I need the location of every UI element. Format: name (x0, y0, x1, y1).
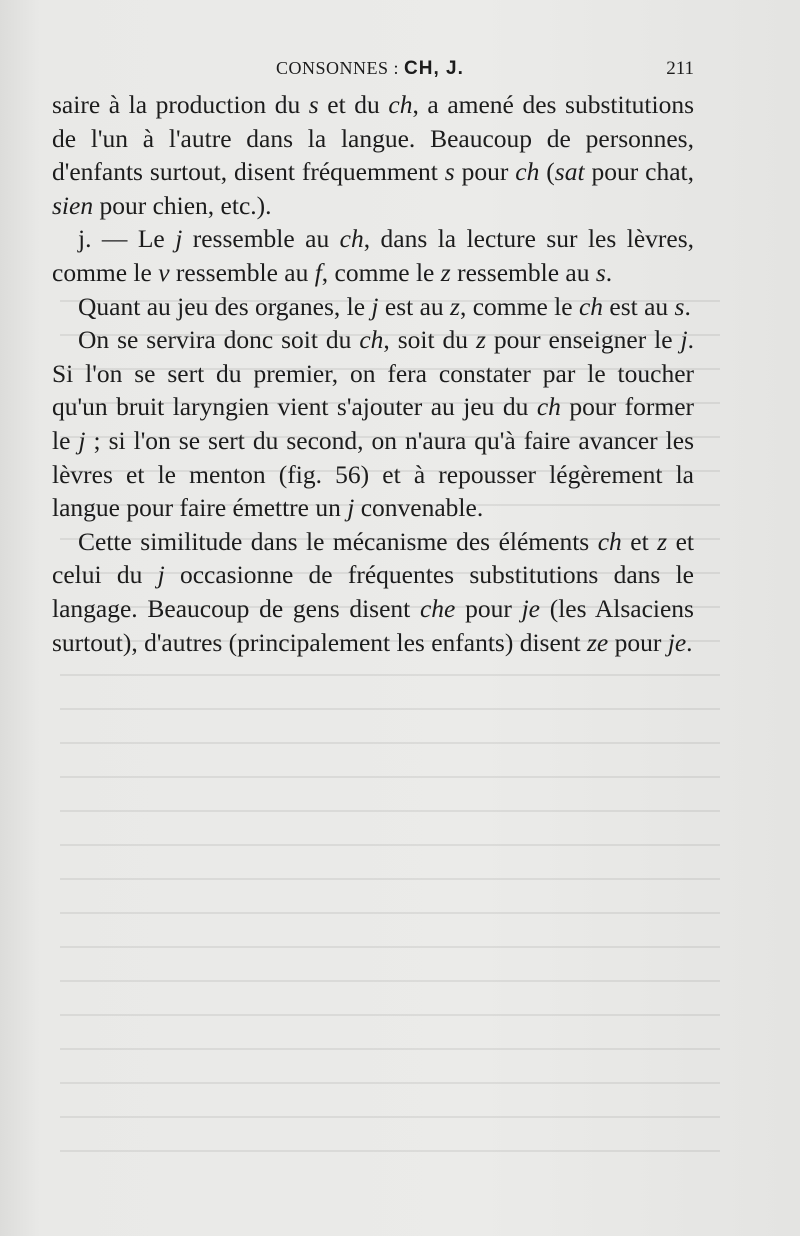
text-run: . (686, 627, 693, 657)
text-run: , soit du (383, 325, 476, 355)
text-run: ressemble au (169, 257, 315, 287)
italic-run: ch (359, 325, 384, 355)
italic-run: ch (339, 224, 364, 254)
italic-run: je (667, 627, 687, 657)
italic-run: z (475, 325, 486, 355)
text-run: . (605, 257, 613, 287)
text-run: est au (378, 291, 451, 321)
italic-run: s (595, 257, 606, 287)
italic-run: z (440, 257, 451, 287)
italic-run: j (680, 325, 688, 355)
italic-run: j (78, 425, 86, 455)
italic-run: j (157, 560, 165, 590)
text-run: Cette similitude dans le mécanisme des éléments (78, 526, 598, 556)
text-run: ; si l'on se sert du second, on n'aura qu'à faire avancer les lèvres et le menton (fig. 56) et à repousser légèrement la langue pour faire émettre un (52, 425, 694, 523)
italic-run: j (175, 224, 183, 254)
italic-run: ch (536, 392, 561, 422)
paragraph-1 (52, 88, 694, 222)
page-header (52, 58, 694, 82)
page-number: 211 (666, 58, 694, 79)
text-run: ressemble au (450, 257, 596, 287)
italic-run: sat (554, 157, 585, 187)
text-run: (les Alsaciens surtout), d'autres (principalement les enfants) disent (52, 593, 694, 657)
text-run: est au (603, 291, 675, 321)
italic-run: v (158, 257, 170, 287)
italic-run: ch (578, 291, 604, 321)
italic-run: z (657, 526, 668, 556)
italic-run: je (521, 593, 540, 623)
text-run: pour enseigner le (485, 325, 681, 355)
italic-run: ch (388, 90, 413, 119)
text-run: pour (455, 593, 522, 623)
running-head (276, 58, 464, 80)
italic-run: sien (52, 190, 94, 220)
italic-run: che (419, 593, 456, 623)
text-run: ressemble au (182, 224, 340, 254)
text-run: . (684, 291, 691, 321)
text-run: On se servira donc soit du (78, 325, 360, 355)
italic-run: ch (597, 526, 622, 556)
italic-run: z (450, 291, 460, 321)
italic-run: s (444, 157, 455, 187)
text-run: pour chien, etc.). (93, 190, 272, 220)
text-run: occasionne de fréquentes substitutions dans le langage. Beaucoup de gens disent (52, 560, 694, 623)
text-run: , a amené des substitutions de l'un à l'autre dans la langue. Beaucoup de personnes, d'enfants surtout, disent fréquemment (52, 90, 694, 187)
text-run: pour (608, 627, 668, 657)
paragraph-4 (52, 323, 694, 525)
text-run: pour former le (52, 392, 695, 455)
italic-run: s (674, 291, 685, 321)
text-run: et celui du (52, 526, 694, 590)
text-run: convenable. (354, 493, 484, 523)
body-text (52, 88, 694, 659)
italic-run: j (347, 493, 355, 523)
text-run: ( (539, 157, 555, 187)
text-run: Quant au jeu des organes, le (78, 291, 372, 321)
running-head-prefix: CONSONNES : (276, 58, 405, 78)
paragraph-5 (52, 525, 694, 659)
text-run: et du (318, 90, 389, 119)
italic-run: ze (586, 627, 609, 657)
italic-run: s (308, 90, 319, 119)
italic-run: f (314, 257, 322, 287)
text-run: , dans la lecture sur les lèvres, comme le (52, 224, 695, 287)
text-run: et (621, 526, 658, 556)
italic-run: j (371, 291, 379, 321)
text-run: pour chat, (584, 157, 694, 187)
text-run: saire à la production du (52, 90, 309, 119)
text-run: , comme le (321, 257, 441, 287)
running-head-bold: CH, J. (404, 58, 464, 79)
paragraph-2 (52, 222, 694, 289)
text-run: , comme le (459, 291, 579, 321)
italic-run: ch (515, 157, 540, 187)
text-run: j. — Le (78, 224, 176, 254)
paragraph-3 (52, 290, 694, 324)
text-run: . Si l'on se sert du premier, on fera constater par le toucher qu'un bruit laryngien vient s'ajouter au jeu du (52, 325, 694, 422)
text-run: pour (454, 157, 516, 187)
